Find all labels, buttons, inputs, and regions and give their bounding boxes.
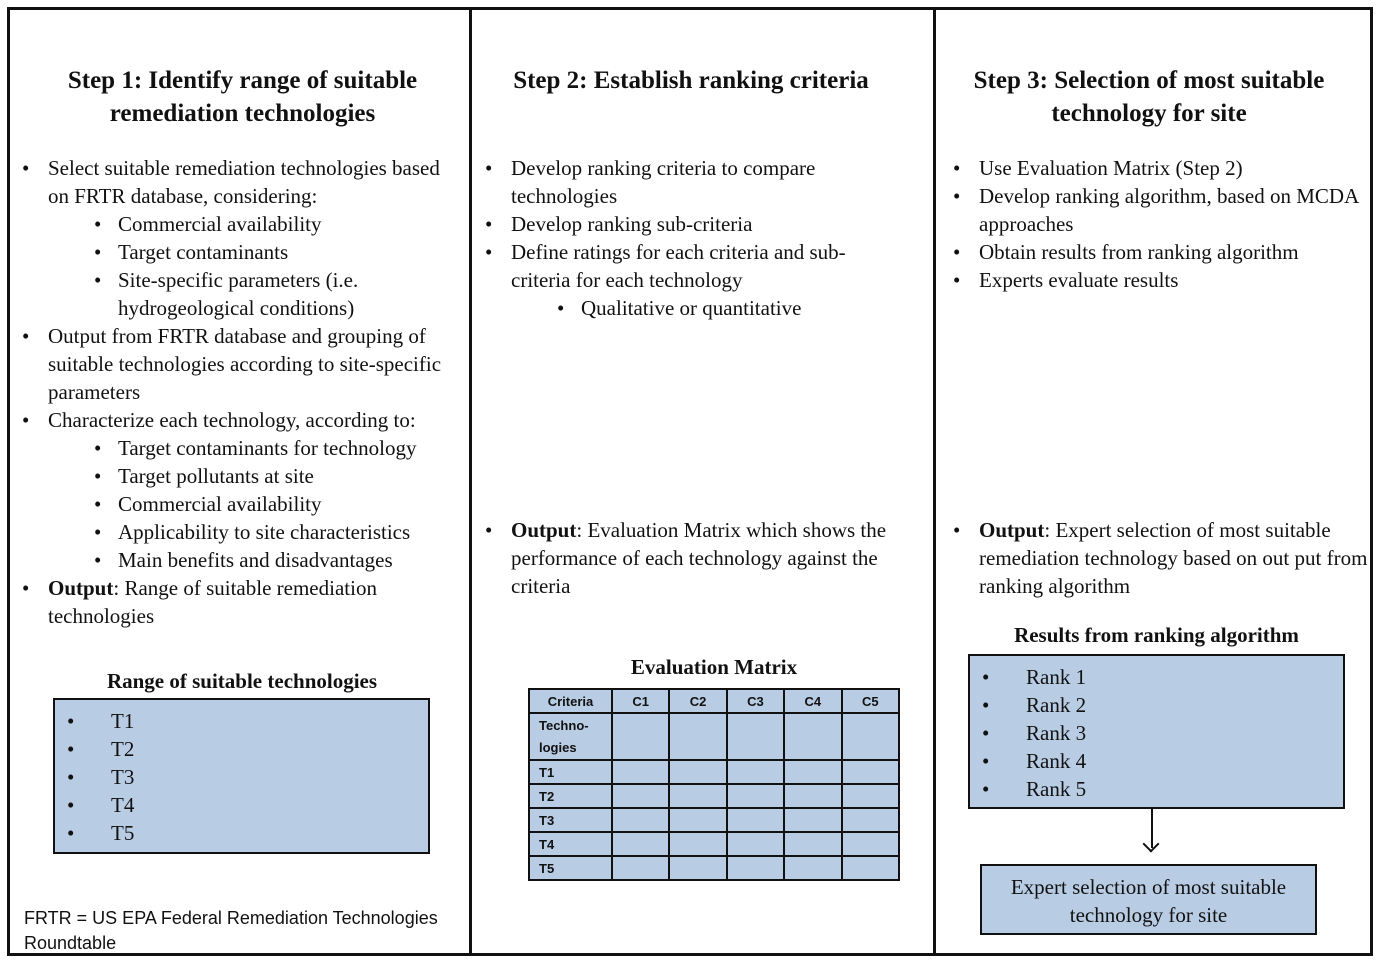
step2-output — [485, 516, 930, 600]
list-item: • Develop ranking sub-criteria — [485, 210, 895, 238]
list-item: • Characterize each technology, according to: — [22, 406, 462, 434]
matrix-row-header: T3 — [529, 808, 612, 832]
step1-box-title: Range of suitable technologies — [106, 669, 378, 693]
output-item — [953, 516, 1370, 600]
matrix-header-cell: C3 — [727, 689, 784, 713]
footnote: FRTR = US EPA Federal Remediation Technologies Roundtable — [24, 908, 438, 953]
step3-output — [953, 516, 1370, 600]
matrix-header-cell: C2 — [669, 689, 726, 713]
list-item: • T4 — [55, 791, 428, 819]
list-item: • T5 — [55, 819, 428, 847]
column-divider-2 — [933, 7, 936, 956]
output-label: Output — [48, 576, 114, 600]
evaluation-matrix — [528, 688, 900, 881]
technologies-box — [53, 698, 430, 854]
list-item: • Target pollutants at site — [22, 462, 462, 490]
step2-bullets — [485, 154, 895, 322]
list-item: • Obtain results from ranking algorithm — [953, 238, 1363, 266]
output-text: : Range of suitable remediation technologies — [48, 576, 377, 628]
step3-bullets — [953, 154, 1363, 294]
list-item: • Qualitative or quantitative — [485, 294, 895, 322]
output-item — [22, 574, 462, 630]
list-item: • Rank 2 — [970, 691, 1343, 719]
column-divider-1 — [469, 7, 472, 956]
list-item: • Commercial availability — [22, 490, 462, 518]
ranking-results-box — [968, 654, 1345, 809]
matrix-row-header: T1 — [529, 760, 612, 784]
list-item: • Define ratings for each criteria and sub-criteria for each technology — [485, 238, 895, 294]
matrix-header-cell: C1 — [612, 689, 669, 713]
step3-box-title: Results from ranking algorithm — [1014, 623, 1299, 647]
matrix-row-header: T4 — [529, 832, 612, 856]
matrix-header-cell: C5 — [842, 689, 899, 713]
list-item: • T1 — [55, 707, 428, 735]
output-text: : Evaluation Matrix which shows the performance of each technology against the criteria — [511, 518, 887, 598]
list-item: • Rank 1 — [970, 663, 1343, 691]
step3-title: Step 3: Selection of most suitable technology for site — [973, 67, 1325, 127]
matrix-row-header: T5 — [529, 856, 612, 880]
list-item: • T2 — [55, 735, 428, 763]
matrix-header-cell: Criteria — [529, 689, 612, 713]
list-item: • Rank 5 — [970, 775, 1343, 803]
output-item — [485, 516, 930, 600]
list-item: • Main benefits and disadvantages — [22, 546, 462, 574]
list-item: • Develop ranking criteria to compare technologies — [485, 154, 895, 210]
step1-title: Step 1: Identify range of suitable remediation technologies — [67, 67, 418, 127]
output-label: Output — [511, 518, 577, 542]
output-label: Output — [979, 518, 1045, 542]
list-item: • Output from FRTR database and grouping of suitable technologies according to site-specific parameters — [22, 322, 462, 406]
list-item: • Rank 3 — [970, 719, 1343, 747]
expert-selection-box: Expert selection of most suitable technology for site — [980, 864, 1317, 935]
step2-title: Step 2: Establish ranking criteria — [513, 67, 869, 94]
list-item: • Select suitable remediation technologies based on FRTR database, considering: — [22, 154, 462, 210]
output-text: : Expert selection of most suitable remediation technology based on out put from ranking algorithm — [979, 518, 1368, 598]
list-item: • Use Evaluation Matrix (Step 2) — [953, 154, 1363, 182]
list-item: • Site-specific parameters (i.e. hydrogeological conditions) — [22, 266, 462, 322]
step1-bullets — [22, 154, 462, 630]
list-item: • Experts evaluate results — [953, 266, 1363, 294]
list-item: • Target contaminants — [22, 238, 462, 266]
list-item: • Target contaminants for technology — [22, 434, 462, 462]
list-item: • Develop ranking algorithm, based on MCDA approaches — [953, 182, 1363, 238]
matrix-title: Evaluation Matrix — [630, 655, 798, 679]
matrix-row-header: Techno-logies — [529, 713, 612, 760]
list-item: • Applicability to site characteristics — [22, 518, 462, 546]
list-item: • T3 — [55, 763, 428, 791]
list-item: • Commercial availability — [22, 210, 462, 238]
matrix-header-cell: C4 — [784, 689, 841, 713]
list-item: • Rank 4 — [970, 747, 1343, 775]
matrix-row-header: T2 — [529, 784, 612, 808]
